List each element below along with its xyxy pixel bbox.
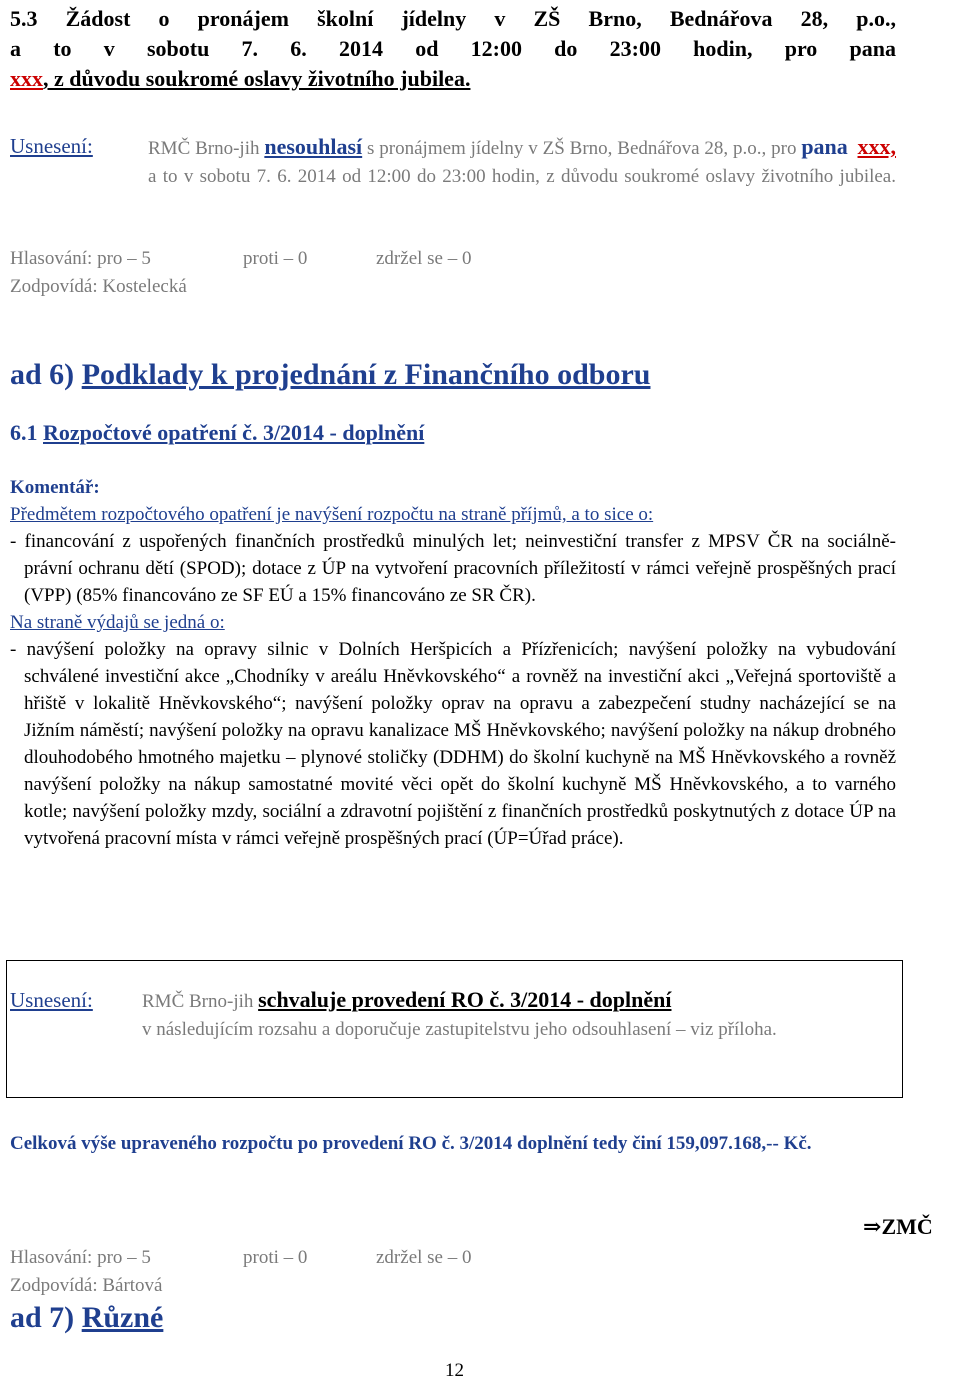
resolution1-label: Usnesení:: [10, 134, 93, 158]
redacted-name: xxx,: [857, 134, 897, 159]
responsible-person: Zodpovídá: Bártová: [10, 1275, 163, 1296]
vote-proti: proti – 0: [243, 1247, 308, 1268]
comment-block: [10, 474, 896, 852]
agenda-item-7-heading: ad 7) Různé: [10, 1301, 164, 1334]
total-budget: Celková výše upraveného rozpočtu po provedení RO č. 3/2014 doplnění tedy činí 159,097.168,-- Kč.: [10, 1133, 812, 1154]
vote-block-1: [10, 245, 471, 301]
vote-pro: Hlasování: pro – 5: [10, 1247, 151, 1268]
section-5-3-heading: [10, 4, 896, 94]
expense-paragraph: - navýšení položky na opravy silnic v Dolních Heršpicích a Přízřenicích; navýšení položky na vybudování schválené investiční akce „Chodníky v areálu Hněvkovského“ a rovněž na investiční akci „Veřejná sportoviště a hřiště v lokalitě Hněvkovského“; navýšení položky oprav na opravu a zabezpečení studny nacházející se na Jižním náměstí; navýšení položky na opravu kanalizace MŠ Hněvkovského; navýšení položky na nákup drobného dlouhodobého hmotného majetku – plynové stoličky (DDHM) do školní kuchyně na MŠ Hněvkovského a rovněž navýšení položky na nákup samostatné movité věci opět do školní kuchyně MŠ Hněvkovského, a to varného kotle; navýšení položky mzdy, sociální a zdravotní pojištění z finančních prostředků poskytnutých z dotace ÚP na vytvořená pracovní místa v rámci veřejně prospěšných prací (ÚP=Úřad práce).: [10, 639, 896, 849]
comment-intro: Předmětem rozpočtového opatření je navýšení rozpočtu na straně příjmů, a to sice o:: [10, 504, 654, 525]
vote-block-2: [10, 1244, 471, 1300]
arrow-right-icon: ⇒: [863, 1214, 882, 1239]
resolution2-label: Usnesení:: [10, 988, 93, 1012]
resolution1-text: RMČ Brno-jih nesouhlasí s pronájmem jídelny v ZŠ Brno, Bednářova 28, p.o., pro pana xxx, a to v sobotu 7. 6. 2014 od 12:00 do 23:00 hodin, z důvodu soukromé oslavy životního jubilea.: [148, 134, 897, 187]
redacted-name: xxx: [10, 66, 43, 91]
income-paragraph: - financování z uspořených finančních prostředků minulých let; neinvestiční transfer z MPSV ČR na sociálně-právní ochranu dětí (SPOD); dotace z ÚP na vytvoření pracovních příležitostí v rámci veřejně prospěšných prací (VPP) (85% financováno ze SF EÚ a 15% financováno ze SR ČR).: [10, 531, 896, 606]
page-number: 12: [445, 1360, 464, 1381]
responsible-person: Zodpovídá: Kostelecká: [10, 276, 187, 297]
section-6-1-heading: 6.1 Rozpočtové opatření č. 3/2014 - doplnění: [10, 420, 425, 445]
section-5-3-line2: a to v sobotu 7. 6. 2014 od 12:00 do 23:00 hodin, pro pana: [10, 36, 896, 61]
comment-label: Komentář:: [10, 477, 100, 498]
resolution2-highlight: schvaluje provedení RO č. 3/2014 - doplnění: [258, 987, 672, 1012]
vote-proti: proti – 0: [243, 248, 308, 269]
vote-zdrzel: zdržel se – 0: [376, 1247, 472, 1268]
resolution1-verb: nesouhlasí: [264, 134, 363, 159]
vote-zdrzel: zdržel se – 0: [376, 248, 472, 269]
agenda-item-6-heading: ad 6) Podklady k projednání z Finančního odboru: [10, 358, 651, 391]
section-5-3-line3: xxx, z důvodu soukromé oslavy životního jubilea.: [10, 66, 471, 91]
forward-to-zmc: ⇒ZMČ: [863, 1214, 933, 1239]
section-5-3-line1: 5.3 Žádost o pronájem školní jídelny v ZŠ Brno, Bednářova 28, p.o.,: [10, 6, 896, 31]
resolution2-text: RMČ Brno-jih schvaluje provedení RO č. 3/2014 - doplnění v následujícím rozsahu a doporučuje zastupitelstvu jeho odsouhlasení – viz příloha.: [142, 987, 777, 1040]
expense-label: Na straně výdajů se jedná o:: [10, 612, 225, 633]
vote-pro: Hlasování: pro – 5: [10, 248, 151, 269]
